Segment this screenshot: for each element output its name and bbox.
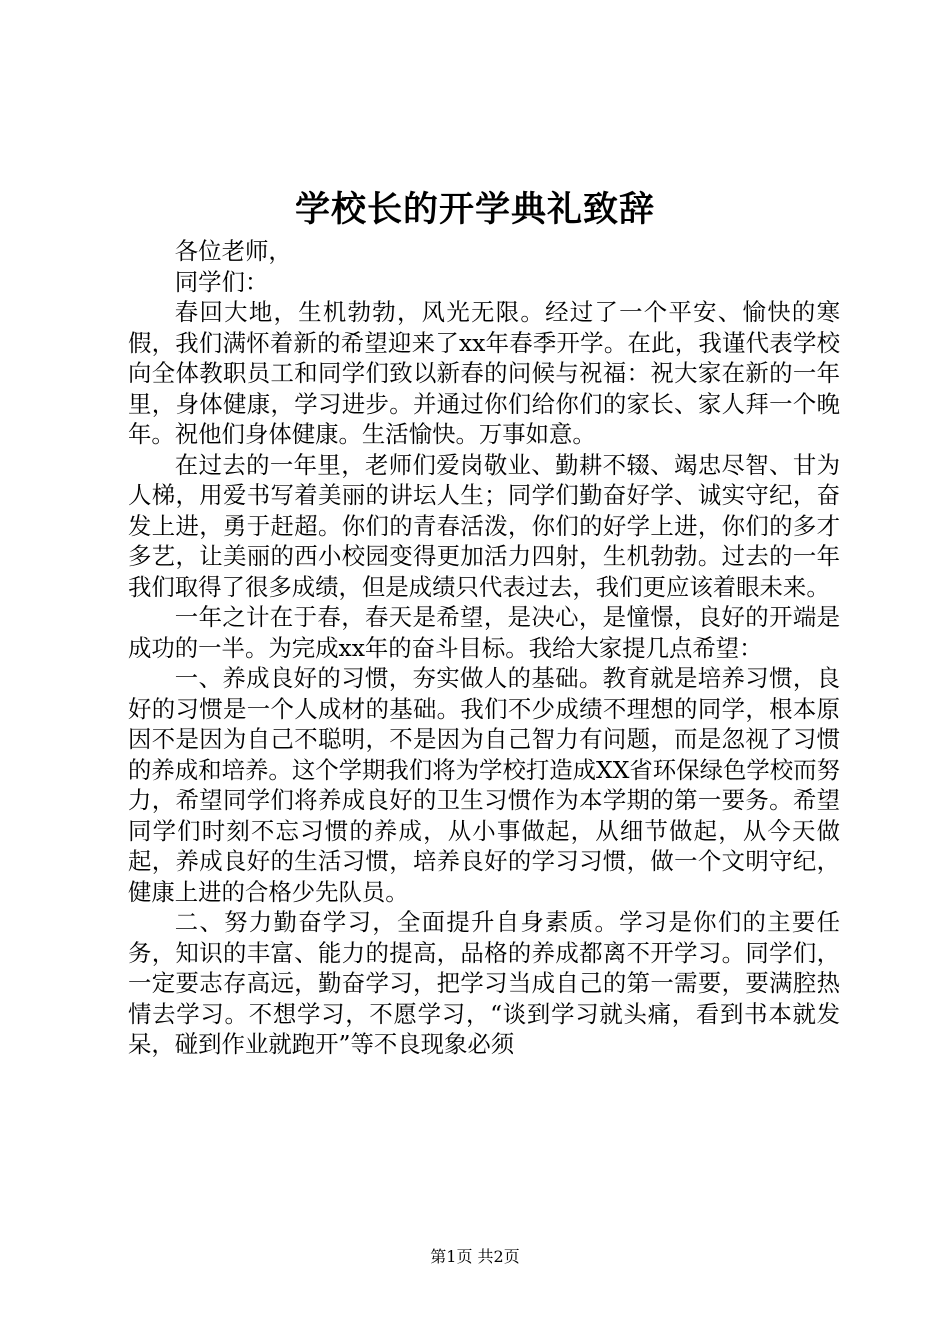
document-body	[128, 236, 840, 1060]
body-paragraph: 春回大地，生机勃勃，风光无限。经过了一个平安、愉快的寒假，我们满怀着新的希望迎来了xx年春季开学。在此，我谨代表学校向全体教职员工和同学们致以新春的问候与祝福：祝大家在新的一年里，身体健康，学习进步。并通过你们给你们的家长、家人拜一个晚年。祝他们身体健康。生活愉快。万事如意。	[128, 298, 840, 448]
body-paragraph: 一年之计在于春，春天是希望，是决心，是憧憬，良好的开端是成功的一半。为完成xx年的奋斗目标。我给大家提几点希望：	[128, 603, 840, 662]
document-title: 学校长的开学典礼致辞	[294, 189, 655, 230]
body-paragraph: 一、养成良好的习惯，夯实做人的基础。教育就是培养习惯，良好的习惯是一个人成材的基础。我们不少成绩不理想的同学，根本原因不是因为自己不聪明，不是因为自己智力有问题，而是忽视了习惯的养成和培养。这个学期我们将为学校打造成XX省环保绿色学校而努力，希望同学们将养成良好的卫生习惯作为本学期的第一要务。希望同学们时刻不忘习惯的养成，从小事做起，从细节做起，从今天做起，养成良好的生活习惯，培养良好的学习习惯，做一个文明守纪，健康上进的合格少先队员。	[128, 664, 840, 906]
salutation-teachers: 各位老师，	[174, 237, 292, 265]
body-paragraph: 二、努力勤奋学习，全面提升自身素质。学习是你们的主要任务，知识的丰富、能力的提高，品格的养成都离不开学习。同学们，一定要志存高远，勤奋学习，把学习当成自己的第一需要，要满腔热情去学习。不想学习，不愿学习，“谈到学习就头痛，看到书本就发呆，碰到作业就跑开”等不良现象必须	[128, 908, 840, 1058]
page-number-footer: 第1页 共2页	[430, 1247, 520, 1266]
salutation-students: 同学们：	[174, 267, 269, 296]
body-paragraph: 在过去的一年里，老师们爱岗敬业、勤耕不辍、竭忠尽智、甘为人梯，用爱书写着美丽的讲坛人生；同学们勤奋好学、诚实守纪，奋发上进，勇于赶超。你们的青春活泼，你们的好学上进，你们的多才多艺，让美丽的西小校园变得更加活力四射，生机勃勃。过去的一年我们取得了很多成绩，但是成绩只代表过去，我们更应该着眼未来。	[128, 450, 840, 601]
